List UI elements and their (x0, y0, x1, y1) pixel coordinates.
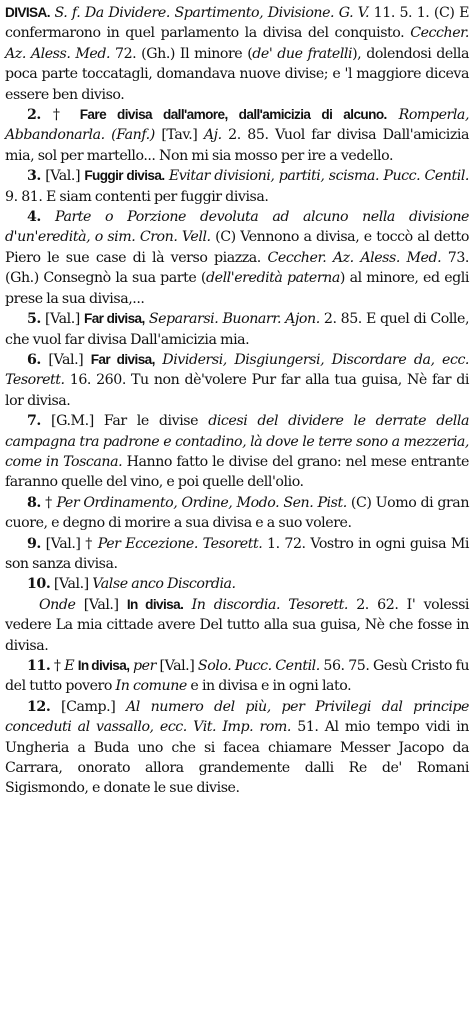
plain-text: 56. 75. Gesù Cristo fu del tutto povero (5, 658, 470, 695)
plain-text: (C) Uomo di gran cuore, e degno di morire a sua divisa e a suo volere. (5, 494, 470, 532)
italic-text: Romperla, Abbandonarla. (Fanf.) (5, 107, 470, 144)
italic-text: In comune (115, 678, 187, 695)
sense-number: 11. (27, 658, 51, 674)
plain-text: ) al minore, ed egli prese la sua divisa,... (5, 270, 469, 307)
sense-number: 7. (27, 413, 41, 430)
plain-text: e in divisa e in ogni lato. (186, 678, 352, 695)
sense-number: 12. (27, 698, 51, 715)
plain-text: ), dolendosi della poca parte toccatagli, domandava nuove divise; e 'l maggiore diceva essere ben diviso. (5, 45, 469, 103)
italic-text: Per Eccezione. Tesorett. (97, 535, 263, 552)
italic-text: Evitar divisioni, partiti, scisma. Pucc. Centil. (168, 168, 469, 185)
plain-text (41, 209, 55, 225)
plain-text: 1. 72. Vostro in ogni guisa Mi son sanza divisa. (5, 535, 469, 572)
plain-text: [Val.] (50, 576, 93, 593)
sense-s11 (5, 656, 469, 697)
bold-phrase: Fuggir divisa. (84, 168, 165, 184)
italic-text: Dividersi, Disgiungersi, Discordare da, ecc. Tesorett. (5, 351, 469, 389)
plain-text: 51. Al mio tempo vidi in Ungheria a Buda uno che si facea chiamare Messer Jacopo da Carrara, onorato allora grandemente dalli Re de' Romani Sigismondo, e donate le sue divise. (5, 719, 469, 797)
bold-phrase: Far divisa, (90, 351, 155, 367)
sense-s10b (5, 595, 469, 656)
plain-text: 2. 85. Vuol far divisa Dall'amicizia mia, sol per martello... Non mi sia mosso per ire a vedello. (5, 127, 469, 164)
sense-number: 9. (27, 535, 41, 552)
italic-text: Solo. Pucc. Centil. (197, 658, 320, 674)
sense-number: 2. (27, 107, 41, 124)
plain-text: † (40, 107, 80, 124)
plain-text: 72. (Gh.) Il minore ( (110, 45, 253, 62)
plain-text: (C) E confermarono in quel parlamento la divisa del conquisto. (5, 5, 469, 42)
italic-text: E (64, 658, 75, 674)
sense-s8 (5, 493, 469, 534)
plain-text: Hanno fatto le divise del grano: nel mese entrante faranno quelle del vino, e poi quelle dell'olio. (5, 453, 469, 491)
italic-text: per (133, 658, 156, 674)
headword: DIVISA. (5, 5, 50, 20)
plain-text: [G.M.] Far le divise (40, 413, 209, 430)
plain-text: 16. 260. Tu non dè'volere Pur far alla tua guisa, Nè far di lor divisa. (5, 372, 469, 409)
plain-text: 2. 85. E quel di Colle, che vuol far divisa Dall'amicizia mia. (5, 311, 469, 348)
italic-text: In discordia. Tesorett. (191, 596, 348, 613)
italic-text: Onde (39, 596, 76, 613)
plain-text: [Val.] (75, 596, 127, 613)
plain-text: 2. 62. I' volessi vedere La mia cittade avere Del tutto alla sua guisa, Nè che fosse in divisa. (5, 596, 470, 654)
sense-s6 (5, 350, 469, 411)
sense-s3 (5, 166, 469, 207)
plain-text: 73. (Gh.) Consegnò la sua parte ( (5, 249, 469, 287)
italic-text: Ceccher. Az. Aless. Med. (267, 249, 442, 266)
plain-text: [Tav.] (154, 127, 204, 144)
sense-number: 4. (27, 209, 41, 226)
sense-s10 (5, 574, 469, 594)
italic-text: Valse anco Discordia. (92, 576, 236, 593)
plain-text: † (50, 658, 65, 674)
italic-text: Separarsi. Buonarr. Ajon. (148, 311, 320, 328)
italic-text: Per Ordinamento, Ordine, Modo. Sen. Pist. (56, 494, 347, 511)
italic-text: S. f. Da (49, 5, 109, 21)
sense-s0 (5, 3, 469, 105)
plain-text: [Val.] (155, 658, 198, 674)
sense-number: 3. (27, 168, 41, 185)
sense-number: 10. (27, 576, 51, 593)
plain-text: (C) Vennono a divisa, e toccò al detto Piero le sue case di là verso piazza. (5, 229, 469, 266)
italic-text: de' due fratelli (252, 45, 353, 62)
italic-text: Dividere (108, 5, 166, 21)
italic-text: Aj. (203, 127, 222, 144)
plain-text (387, 107, 399, 123)
plain-text: [Val.] (40, 168, 85, 185)
plain-text (183, 597, 191, 613)
sense-s9 (5, 534, 469, 575)
sense-s2 (5, 105, 469, 166)
italic-text: Al numero del più, per Privilegi dal principe conceduti al vassallo, ecc. Vit. Imp. rom. (5, 698, 469, 736)
sense-number: 6. (27, 351, 41, 368)
plain-text: [Val.] (40, 311, 84, 328)
plain-text: [Val.] † (40, 535, 98, 552)
sense-s4 (5, 207, 469, 309)
plain-text: 9. 81. E siam contenti per fuggir divisa. (5, 188, 269, 205)
italic-text: Ceccher. Az. Aless. Med. (5, 25, 469, 62)
italic-text: dicesi del dividere le derrate della campagna tra padrone e contadino, là dove le terre sono a mezzeria, come in Toscana. (5, 413, 469, 470)
italic-text: dell'eredità paterna (206, 270, 340, 287)
plain-text: [Camp.] (50, 698, 126, 715)
sense-s7 (5, 411, 469, 493)
sense-s12 (5, 697, 469, 799)
plain-text: † (40, 494, 57, 511)
italic-text: . Spartimento, Divisione. G. V. (165, 5, 374, 21)
plain-text: [Val.] (40, 351, 91, 368)
sense-number: 5. (27, 311, 41, 328)
plain-text: 11. 5. 1. (373, 5, 434, 21)
bold-phrase: Fare divisa dall'amore, dall'amicizia di alcuno. (79, 107, 387, 123)
sense-s5 (5, 309, 469, 350)
bold-phrase: In divisa, (77, 658, 130, 673)
italic-text: Parte o Porzione devoluta ad alcuno nella divisione d'un'eredità, o sim. Cron. Vell. (5, 209, 470, 246)
bold-phrase: In divisa. (126, 596, 184, 612)
bold-phrase: Far divisa, (83, 311, 145, 327)
sense-number: 8. (27, 494, 41, 511)
